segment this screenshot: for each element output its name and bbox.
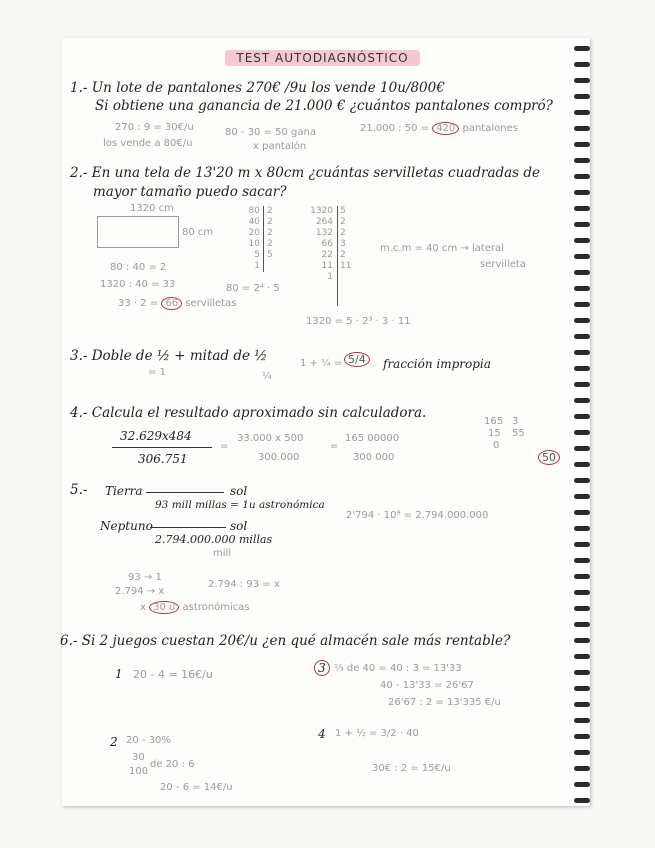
q6-store-2d: de 20 : 6 — [150, 759, 195, 770]
q4-equals-2: = — [330, 441, 339, 452]
q4-division-c: 15 — [488, 428, 501, 439]
q6-line: 6.- Si 2 juegos cuestan 20€/u ¿en qué almacén sale más rentable? — [60, 633, 511, 649]
spiral-ring — [574, 462, 590, 467]
spiral-ring — [574, 750, 590, 755]
f1320-number: 22 — [321, 250, 333, 260]
spiral-ring — [574, 622, 590, 627]
q1-line2: Si obtiene una ganancia de 21.000 € ¿cuántos pantalones compró? — [95, 98, 553, 114]
q4-division-d: 55 — [512, 428, 525, 439]
f1320-number: 66 — [321, 239, 333, 249]
spiral-ring — [574, 270, 590, 275]
q6-store-3c: 26'67 : 2 = 13'335 €/u — [388, 697, 501, 708]
f1320-row — [305, 206, 351, 217]
f1320-divisor: 3 — [340, 239, 346, 249]
f1320-row — [305, 272, 351, 283]
q4-numerator-3: 165 00000 — [345, 433, 400, 444]
f80-divisor: 2 — [267, 217, 273, 227]
q2-mcm: m.c.m = 40 cm → lateral — [380, 243, 504, 254]
spiral-ring — [574, 654, 590, 659]
spiral-ring — [574, 590, 590, 595]
f1320-number: 11 — [321, 261, 333, 271]
f80-number: 5 — [254, 250, 260, 260]
f1320-row — [305, 239, 351, 250]
q4-denominator-3: 300 000 — [353, 452, 395, 463]
q5-neptuno-distance: 2.794.000.000 millas — [155, 533, 273, 546]
factor-divider-1320 — [337, 206, 338, 306]
q2-result-circled: 66 — [161, 297, 182, 310]
spiral-ring — [574, 126, 590, 131]
q3-label: fracción impropia — [383, 357, 491, 371]
q1-answer-1: 270 : 9 = 30€/u — [115, 122, 194, 133]
q5-prop-2: 2.794 → x — [115, 586, 165, 597]
q4-denominator: 306.751 — [138, 452, 188, 466]
spiral-ring — [574, 78, 590, 83]
q5-scientific: 2'794 · 10⁹ = 2.794.000.000 — [346, 510, 489, 521]
f80-number: 80 — [248, 206, 260, 216]
spiral-ring — [574, 222, 590, 227]
q1-answer-2: los vende a 80€/u — [103, 138, 193, 149]
spiral-ring — [574, 606, 590, 611]
q2-rect-height: 80 cm — [182, 227, 214, 238]
spiral-ring — [574, 286, 590, 291]
q6-store-2a: 20 - 30% — [126, 735, 171, 746]
notebook-page — [62, 38, 590, 806]
spiral-ring — [574, 254, 590, 259]
q5-prop-3: 2.794 : 93 = x — [208, 579, 280, 590]
q4-denominator-2: 300.000 — [258, 452, 300, 463]
spiral-ring — [574, 686, 590, 691]
f1320-row — [305, 217, 351, 228]
q2-mcm-2: servilleta — [480, 259, 526, 270]
f80-divisor: 2 — [267, 206, 273, 216]
spiral-ring — [574, 190, 590, 195]
spiral-ring — [574, 174, 590, 179]
spiral-ring — [574, 334, 590, 339]
spiral-ring — [574, 782, 590, 787]
q5-sol-1: sol — [230, 484, 248, 498]
cloth-rectangle — [97, 216, 179, 248]
q6-store-2c: 100 — [129, 766, 149, 777]
spiral-ring — [574, 702, 590, 707]
q5-x: x — [140, 602, 146, 613]
spiral-ring — [574, 382, 590, 387]
f1320-divisor: 11 — [340, 261, 352, 271]
q2-calc-2: 1320 : 40 = 33 — [100, 279, 176, 290]
f80-number: 1 — [254, 261, 260, 271]
spiral-ring — [574, 302, 590, 307]
q5-prop-1: 93 → 1 — [128, 572, 162, 583]
spiral-ring — [574, 510, 590, 515]
q1-answer-4: x pantalón — [253, 141, 307, 152]
q4-numerator: 32.629x484 — [120, 429, 192, 443]
q5-tierra: Tierra — [105, 484, 143, 498]
f1320-row — [305, 228, 351, 239]
spiral-ring — [574, 670, 590, 675]
q5-sol-2: sol — [230, 519, 248, 533]
spiral-ring — [574, 542, 590, 547]
q6-store-1: 20 - 4 = 16€/u — [133, 668, 213, 681]
q4-line: 4.- Calcula el resultado aproximado sin calculadora. — [70, 405, 427, 421]
f80-number: 40 — [248, 217, 260, 227]
spiral-ring — [574, 158, 590, 163]
spiral-ring — [574, 798, 590, 803]
spiral-ring — [574, 238, 590, 243]
q1-unit: pantalones — [462, 123, 518, 134]
q2-line2: mayor tamaño puedo sacar? — [93, 184, 287, 200]
q2-unit: servilletas — [185, 298, 237, 309]
spiral-ring — [574, 446, 590, 451]
q6-store-4a: 1 + ½ = 3/2 · 40 — [335, 728, 419, 739]
f1320-number: 1320 — [310, 206, 333, 216]
q2-calc-1: 80 : 40 = 2 — [110, 262, 167, 273]
q6-store-1-num: 1 — [115, 667, 123, 681]
spiral-ring — [574, 558, 590, 563]
q6-store-4b: 30€ : 2 = 15€/u — [372, 763, 451, 774]
f80-divisor: 2 — [267, 239, 273, 249]
q2-rect-width: 1320 cm — [130, 203, 174, 214]
q4-division-e: 0 — [493, 440, 500, 451]
q5-result-line — [140, 602, 250, 613]
q5-number: 5.- — [70, 482, 88, 498]
spiral-ring — [574, 718, 590, 723]
q1-result-circled: 420 — [432, 122, 459, 135]
spiral-ring — [574, 766, 590, 771]
f80-divisor: 2 — [267, 228, 273, 238]
q6-store-3b: 40 - 13'33 = 26'67 — [380, 680, 474, 691]
q5-neptuno: Neptuno — [100, 519, 153, 533]
f1320-number: 264 — [315, 217, 333, 227]
q5-result-circled: 30 u — [149, 601, 179, 614]
q1-division: 21.000 : 50 = — [360, 123, 429, 134]
q4-division-a: 165 — [484, 416, 504, 427]
f80-row — [246, 217, 273, 228]
f1320-number: 1 — [327, 272, 333, 282]
q4-numerator-2: 33.000 x 500 — [237, 433, 304, 444]
factor-table-80 — [246, 206, 273, 272]
q2-fact1320: 1320 = 5 · 2³ · 3 · 11 — [306, 316, 411, 327]
page-title: TEST AUTODIAGNÓSTICO — [225, 50, 420, 66]
f1320-divisor: 5 — [340, 206, 346, 216]
q5-millas-au: 93 mill millas = 1u astronómica — [155, 499, 325, 511]
spiral-ring — [574, 94, 590, 99]
q3-eq1: = 1 — [148, 367, 166, 378]
q1-answer-5 — [360, 123, 518, 134]
spiral-ring — [574, 734, 590, 739]
q6-store-3-num: 3 — [314, 660, 330, 676]
f80-row — [246, 228, 273, 239]
f80-number: 20 — [248, 228, 260, 238]
spiral-ring — [574, 430, 590, 435]
q1-line1: 1.- Un lote de pantalones 270€ /9u los vende 10u/800€ — [70, 80, 445, 96]
f1320-divisor: 2 — [340, 217, 346, 227]
spiral-ring — [574, 526, 590, 531]
q5-arrow-1 — [146, 492, 224, 493]
spiral-ring — [574, 46, 590, 51]
spiral-ring — [574, 110, 590, 115]
spiral-ring — [574, 206, 590, 211]
q3-result-circled: 5/4 — [344, 352, 370, 367]
q4-result-circled: 50 — [538, 450, 560, 465]
f80-row — [246, 250, 273, 261]
q2-fact80: 80 = 2⁴ · 5 — [226, 283, 280, 294]
spiral-ring — [574, 350, 590, 355]
spiral-binding — [572, 40, 594, 810]
f80-row — [246, 206, 273, 217]
q6-store-4-num: 4 — [318, 727, 326, 741]
q6-store-3a: ⅓ de 40 = 40 : 3 = 13'33 — [334, 663, 462, 674]
spiral-ring — [574, 478, 590, 483]
factor-divider-80 — [263, 206, 264, 272]
q2-line1: 2.- En una tela de 13'20 m x 80cm ¿cuántas servilletas cuadradas de — [70, 165, 541, 181]
f80-number: 10 — [248, 239, 260, 249]
q6-store-2b: 30 — [132, 752, 145, 763]
q2-calc-3 — [118, 298, 236, 309]
f80-row — [246, 239, 273, 250]
f1320-number: 132 — [315, 228, 333, 238]
spiral-ring — [574, 318, 590, 323]
q2-mult: 33 · 2 = — [118, 298, 159, 309]
f1320-row — [305, 261, 351, 272]
spiral-ring — [574, 142, 590, 147]
f80-row — [246, 261, 273, 272]
spiral-ring — [574, 366, 590, 371]
q4-division-b: 3 — [512, 416, 519, 427]
q4-equals-1: = — [220, 441, 229, 452]
q5-unit: astronómicas — [182, 602, 250, 613]
q1-answer-3: 80 - 30 = 50 gana — [225, 127, 316, 138]
f80-divisor: 5 — [267, 250, 273, 260]
q6-store-2e: 20 - 6 = 14€/u — [160, 782, 233, 793]
f1320-divisor: 2 — [340, 228, 346, 238]
spiral-ring — [574, 638, 590, 643]
q3-eq2: ¼ — [262, 371, 272, 382]
spiral-ring — [574, 574, 590, 579]
spiral-ring — [574, 398, 590, 403]
spiral-ring — [574, 62, 590, 67]
q3-line: 3.- Doble de ½ + mitad de ½ — [70, 348, 268, 364]
f1320-row — [305, 250, 351, 261]
q5-arrow-2 — [150, 527, 226, 528]
q3-eq3: 1 + ¼ = — [300, 358, 343, 369]
spiral-ring — [574, 494, 590, 499]
spiral-ring — [574, 414, 590, 419]
f1320-divisor: 2 — [340, 250, 346, 260]
q5-mill: mill — [213, 548, 232, 559]
q6-store-2-num: 2 — [110, 735, 118, 749]
factor-table-1320 — [305, 206, 351, 283]
q4-fraction-bar — [112, 447, 212, 448]
